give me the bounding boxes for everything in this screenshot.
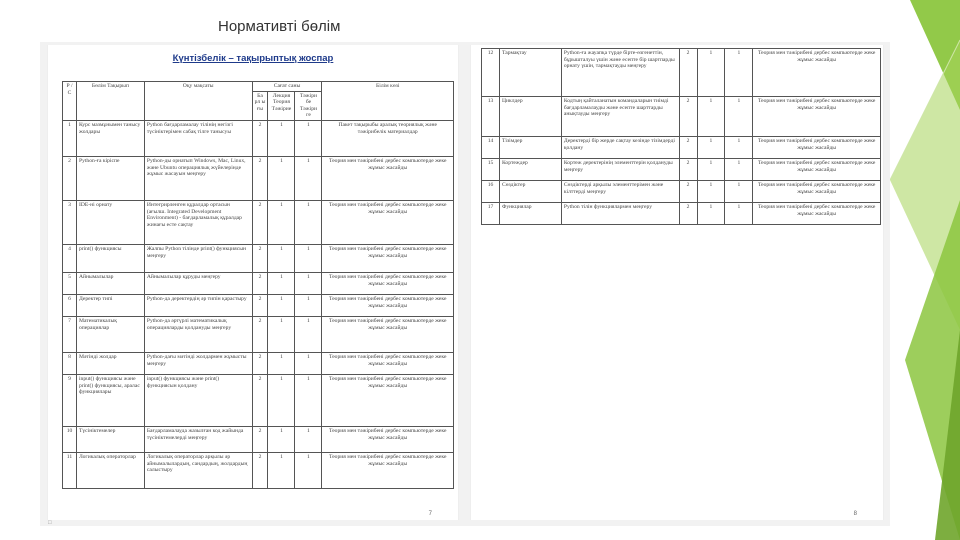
cell-goal: Деректерді бір жерде сақтау кезінде тізімдерді қолдану (561, 137, 679, 159)
cell-lec: 1 (697, 203, 725, 225)
cell-lec: 1 (697, 137, 725, 159)
cell-n: 13 (482, 97, 500, 137)
table-row (482, 97, 881, 137)
table-row (482, 203, 881, 225)
cell-goal: Python-ға жауапқа түрде бірте-өзгенеттін, бұрышталуы үшін және есепте бір шартпарды орнату үшін, тармақтауды меңгеру (561, 49, 679, 97)
cell-prac: 1 (295, 244, 322, 272)
table-row (482, 137, 881, 159)
cell-form: Теория мен тәжірибені дербес компьютерде жеке жұмыс жасайды (322, 200, 454, 244)
cell-n: 17 (482, 203, 500, 225)
cell-form: Теория мен тәжірибені дербес компьютерде жеке жұмыс жасайды (322, 374, 454, 426)
cell-form: Теория мен тәжірибені дербес компьютерде жеке жұмыс жасайды (753, 159, 881, 181)
cell-lec: 1 (268, 316, 295, 352)
cell-n: 11 (63, 452, 77, 488)
cell-total: 2 (679, 97, 697, 137)
table-row (63, 272, 454, 294)
table-row (63, 156, 454, 200)
cell-form: Теория мен тәжірибені дербес компьютерде жеке жұмыс жасайды (753, 49, 881, 97)
cell-goal: Интегрирленген құралдар ортасын (ағылш. Integrated Development Environment) - бағдарламалық құралдар жинағы есте сақтау (144, 200, 252, 244)
cell-form: Теория мен тәжірибені дербес компьютерде жеке жұмыс жасайды (753, 97, 881, 137)
cell-prac: 1 (295, 120, 322, 156)
cell-prac: 1 (725, 97, 753, 137)
cell-prac: 1 (295, 316, 322, 352)
cell-form: Теория мен тәжірибені дербес компьютерде жеке жұмыс жасайды (753, 137, 881, 159)
cell-prac: 1 (295, 200, 322, 244)
cell-lec: 1 (268, 156, 295, 200)
cell-total: 2 (679, 181, 697, 203)
table-row (482, 159, 881, 181)
cell-lec: 1 (268, 426, 295, 452)
cell-prac: 1 (725, 159, 753, 181)
page-number-right: 8 (853, 511, 857, 517)
table-row (63, 426, 454, 452)
cell-form: Теория мен тәжірибені дербес компьютерде жеке жұмыс жасайды (753, 181, 881, 203)
header-form: Білім көзі (322, 82, 454, 121)
cell-goal: Python тілін функциялармен меңгеру (561, 203, 679, 225)
cell-total: 2 (252, 272, 268, 294)
cell-n: 12 (482, 49, 500, 97)
cell-lec: 1 (268, 200, 295, 244)
cell-n: 4 (63, 244, 77, 272)
cell-prac: 1 (725, 181, 753, 203)
cell-form: Теория мен тәжірибені дербес компьютерде жеке жұмыс жасайды (322, 244, 454, 272)
cell-prac: 1 (295, 426, 322, 452)
cell-form: Теория мен тәжірибені дербес компьютерде жеке жұмыс жасайды (753, 203, 881, 225)
cell-prac: 1 (295, 452, 322, 488)
header-hours: Сағат саны (252, 82, 322, 92)
cell-goal: Логикалық операторлар арқылы әр айнымалылардың, сандардың, жолдардың салыстыру (144, 452, 252, 488)
header-num: Р / С (63, 82, 77, 121)
cell-n: 14 (482, 137, 500, 159)
cell-form: Теория мен тәжірибені дербес компьютерде жеке жұмыс жасайды (322, 352, 454, 374)
edge-mark: □ (48, 520, 52, 526)
cell-total: 2 (252, 294, 268, 316)
cell-goal: Айнымалылар құруды меңгеру (144, 272, 252, 294)
cell-prac: 1 (725, 49, 753, 97)
cell-n: 6 (63, 294, 77, 316)
cell-total: 2 (252, 352, 268, 374)
cell-lec: 1 (268, 352, 295, 374)
cell-section: Деректер типі (76, 294, 144, 316)
cell-n: 3 (63, 200, 77, 244)
cell-total: 2 (252, 374, 268, 426)
plan-table-left (62, 81, 454, 489)
cell-prac: 1 (725, 137, 753, 159)
cell-goal: Кодтың қайталанатын командаларын тиімді бағдарламалауды және есепте шарттарды анықтауды меңгеру (561, 97, 679, 137)
cell-section: Айнымалылар (76, 272, 144, 294)
cell-section: Кортеждер (499, 159, 561, 181)
table-row (63, 120, 454, 156)
table-row (63, 244, 454, 272)
cell-goal: input() функциясы және print() функциясын қолдану (144, 374, 252, 426)
cell-total: 2 (679, 159, 697, 181)
cell-form: Теория мен тәжірибені дербес компьютерде жеке жұмыс жасайды (322, 156, 454, 200)
table-row (482, 49, 881, 97)
slide-title: Нормативті бөлім (218, 18, 341, 35)
header-lecture: Лекция Теория Тәжірие (268, 91, 295, 120)
cell-goal: Python-дағы мәтінді жолдармен жұмысты меңгеру (144, 352, 252, 374)
table-row (63, 352, 454, 374)
cell-prac: 1 (295, 272, 322, 294)
table-row (63, 452, 454, 488)
cell-n: 10 (63, 426, 77, 452)
table-row (63, 316, 454, 352)
header-goal: Оқу мақсаты (144, 82, 252, 121)
header-total: Ба рл ы ғы (252, 91, 268, 120)
cell-n: 5 (63, 272, 77, 294)
document-page-left (47, 45, 459, 520)
page-number-left: 7 (428, 511, 432, 517)
cell-section: IDE-ні орнату (76, 200, 144, 244)
cell-n: 16 (482, 181, 500, 203)
document-page-right (470, 45, 884, 520)
cell-lec: 1 (268, 452, 295, 488)
cell-n: 7 (63, 316, 77, 352)
cell-form: Теория мен тәжірибені дербес компьютерде жеке жұмыс жасайды (322, 426, 454, 452)
cell-section: input() функциясы және print() функциясы, аралас функциялары (76, 374, 144, 426)
table-row (482, 181, 881, 203)
header-practice: Тәжіри бе Тәжіри ге (295, 91, 322, 120)
cell-total: 2 (679, 203, 697, 225)
document-heading: Күнтізбелік – тақырыптық жоспар (172, 53, 334, 64)
cell-total: 2 (252, 200, 268, 244)
cell-goal: Кортеж деректерінің элементтерін қолдануды меңгеру (561, 159, 679, 181)
cell-section: Функциялар (499, 203, 561, 225)
cell-form: Теория мен тәжірибені дербес компьютерде жеке жұмыс жасайды (322, 294, 454, 316)
cell-prac: 1 (295, 294, 322, 316)
cell-form: Теория мен тәжірибені дербес компьютерде жеке жұмыс жасайды (322, 452, 454, 488)
cell-section: Логикалық операторлар (76, 452, 144, 488)
cell-n: 9 (63, 374, 77, 426)
cell-total: 2 (252, 120, 268, 156)
cell-prac: 1 (725, 203, 753, 225)
cell-prac: 1 (295, 156, 322, 200)
header-section: Бөлім Тақырып (76, 82, 144, 121)
table-row (63, 374, 454, 426)
cell-section: Тізімдер (499, 137, 561, 159)
cell-section: Тармақтау (499, 49, 561, 97)
cell-prac: 1 (295, 352, 322, 374)
cell-n: 8 (63, 352, 77, 374)
cell-lec: 1 (697, 49, 725, 97)
cell-section: Түсініктемелер (76, 426, 144, 452)
cell-lec: 1 (268, 374, 295, 426)
cell-goal: Сөздіктерді арқылы элементтерімен және кілттерді меңгеру (561, 181, 679, 203)
cell-lec: 1 (697, 97, 725, 137)
cell-prac: 1 (295, 374, 322, 426)
cell-goal: Python-ды орнатып Windows, Mac, Linux, және Ubuntu операциялық жүйелерінде жұмыс жасауын меңгеру (144, 156, 252, 200)
table-row (63, 200, 454, 244)
cell-goal: Бағдарламалауда жазылған код жайында түсініктемелерді меңгеру (144, 426, 252, 452)
cell-n: 2 (63, 156, 77, 200)
cell-total: 2 (252, 316, 268, 352)
cell-goal: Жалпы Python тілінде print() функциясын меңгеру (144, 244, 252, 272)
plan-table-right (481, 48, 881, 225)
cell-goal: Python-да әртүрлі математикалық операцияларды қолдануды меңгеру (144, 316, 252, 352)
cell-lec: 1 (697, 181, 725, 203)
cell-total: 2 (252, 156, 268, 200)
cell-lec: 1 (697, 159, 725, 181)
table-row (63, 294, 454, 316)
cell-section: Циклдер (499, 97, 561, 137)
cell-section: Математикалық операциялар (76, 316, 144, 352)
cell-form: Теория мен тәжірибені дербес компьютерде жеке жұмыс жасайды (322, 272, 454, 294)
cell-total: 2 (252, 452, 268, 488)
cell-section: Курс мазмұнымен танысу жолдары (76, 120, 144, 156)
cell-section: print() функциясы (76, 244, 144, 272)
cell-total: 2 (679, 49, 697, 97)
cell-goal: Python бағдарламалау тілінің негізгі түсініктерімен сабақ тілге танысуы (144, 120, 252, 156)
cell-section: Сөздіктер (499, 181, 561, 203)
cell-total: 2 (679, 137, 697, 159)
cell-lec: 1 (268, 120, 295, 156)
cell-lec: 1 (268, 244, 295, 272)
cell-form: Теория мен тәжірибені дербес компьютерде жеке жұмыс жасайды (322, 316, 454, 352)
cell-total: 2 (252, 426, 268, 452)
cell-n: 1 (63, 120, 77, 156)
cell-section: Python-ға кіріспе (76, 156, 144, 200)
cell-n: 15 (482, 159, 500, 181)
cell-total: 2 (252, 244, 268, 272)
cell-lec: 1 (268, 294, 295, 316)
cell-section: Мәтінді жолдар (76, 352, 144, 374)
cell-form: Пакет тақырыбы аралық теориялық және тәжірибелік материалдар (322, 120, 454, 156)
cell-lec: 1 (268, 272, 295, 294)
cell-goal: Python-да деректердің әр типін қарастыру (144, 294, 252, 316)
